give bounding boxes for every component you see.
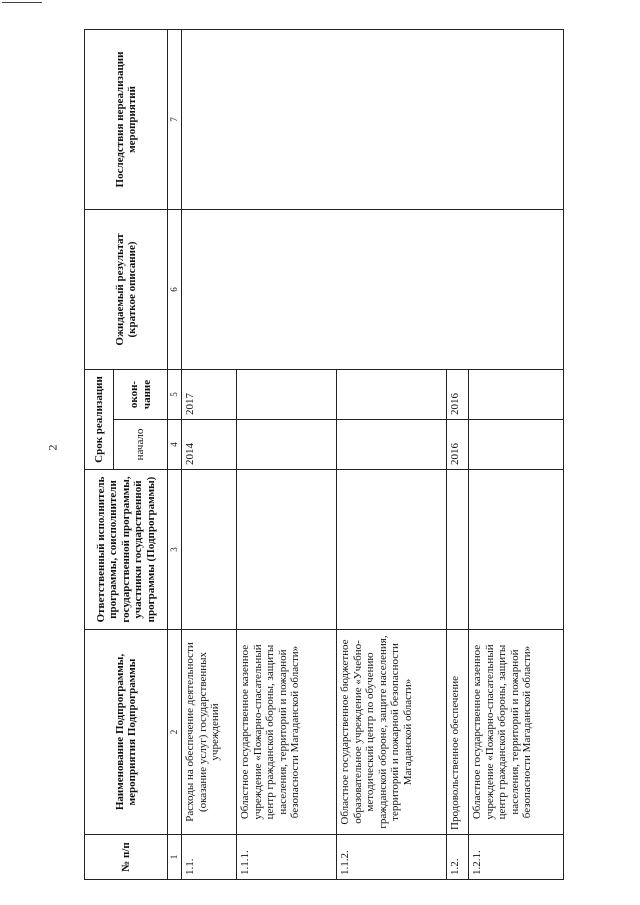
row-start (469, 420, 564, 470)
column-number: 6 (168, 209, 182, 369)
row-num: 1.1. (182, 835, 237, 880)
row-num: 1.2.1. (469, 835, 564, 880)
column-number: 3 (168, 470, 182, 630)
header-consequences: Последствия нереализации мероприятий (85, 29, 168, 209)
row-result (182, 209, 564, 369)
row-responsible (182, 470, 237, 630)
header-period: Срок реализации (85, 369, 114, 469)
column-number: 1 (168, 835, 182, 880)
row-num: 1.1.1. (237, 835, 337, 880)
row-name: Областное государственное казенное учреждение «Пожарно-спасательный центр гражданской обороны, защиты населения, территорий и пожарной безопасности Магаданской области» (237, 630, 337, 835)
row-responsible (337, 470, 447, 630)
row-end (469, 369, 564, 419)
table-row (182, 29, 237, 879)
column-number: 4 (168, 420, 182, 470)
row-name: Областное государственное казенное учреждение «Пожарно-спасательный центр гражданской обороны, защиты населения, территорий и пожарной безопасности Магаданской области» (469, 630, 564, 835)
row-start: 2014 (182, 420, 237, 470)
row-name: Областное государственное бюджетное образовательное учреждение «Учебно-методический центр по обучению гражданской обороне, защите населения, территорий и пожарной безопасности Магаданской области» (337, 630, 447, 835)
row-num: 1.2. (447, 835, 469, 880)
row-num: 1.1.2. (337, 835, 447, 880)
column-number: 2 (168, 630, 182, 835)
header-row-1 (85, 29, 114, 879)
header-name: Наименование Подпрограммы, мероприятия Подпрограммы (85, 630, 168, 835)
header-result: Ожидаемый результат (краткое описание) (85, 209, 168, 369)
row-start: 2016 (447, 420, 469, 470)
header-num: № п/п (85, 835, 168, 880)
column-number: 5 (168, 369, 182, 419)
column-number: 7 (168, 29, 182, 209)
row-name: Продовольственное обеспечение (447, 630, 469, 835)
row-name: Расходы на обеспечение деятельности (оказание услуг) государственных учреждений (182, 630, 237, 835)
row-responsible (469, 470, 564, 630)
header-start: начало (114, 420, 168, 470)
row-start (237, 420, 337, 470)
rotated-table-frame (84, 30, 564, 880)
row-end: 2016 (447, 369, 469, 419)
page-number (46, 440, 60, 460)
row-end (337, 369, 447, 419)
page-number-text: 2 (45, 444, 60, 451)
program-plan-table (84, 29, 564, 880)
header-end: окон- чание (114, 369, 168, 419)
row-responsible (237, 470, 337, 630)
row-consequences (182, 29, 564, 209)
row-end: 2017 (182, 369, 237, 419)
column-number-row (168, 29, 182, 879)
row-end (237, 369, 337, 419)
row-responsible (447, 470, 469, 630)
row-start (337, 420, 447, 470)
header-responsible: Ответственный исполнитель программы, соисполнители государственной программы, участники государственной программы (Подпрограммы) (85, 470, 168, 630)
top-rule (2, 2, 42, 3)
